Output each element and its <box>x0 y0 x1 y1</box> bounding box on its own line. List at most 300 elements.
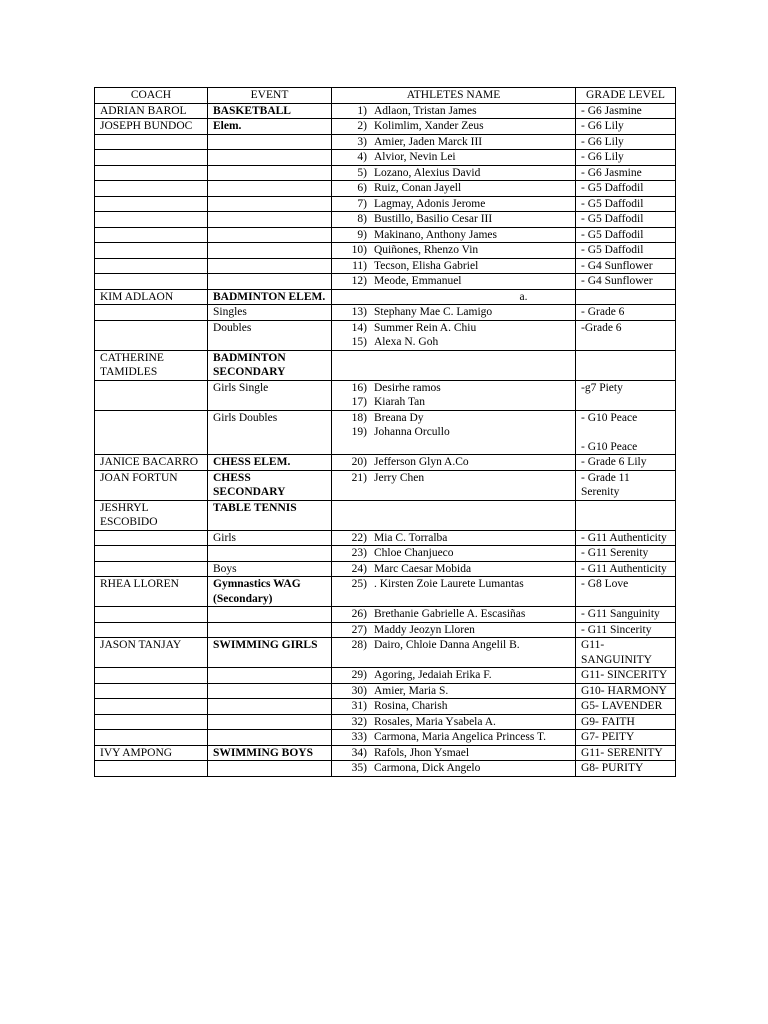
athlete-entry <box>337 259 570 274</box>
athlete-number: 27) <box>351 623 367 636</box>
table-row <box>95 103 676 119</box>
athlete-entry <box>337 761 570 776</box>
grade-level: - Grade 6 Lily <box>581 456 647 468</box>
athletes-cell <box>332 212 576 228</box>
grade-level: -g7 Piety <box>581 381 623 394</box>
athlete-number: 2) <box>357 120 367 132</box>
athletes-header: ATHLETES NAME <box>332 88 576 104</box>
event-cell: BADMINTON SECONDARY <box>208 350 332 380</box>
grade-cell <box>576 274 676 290</box>
grade-cell <box>576 668 676 684</box>
table-row <box>95 530 676 546</box>
event-cell <box>208 150 332 166</box>
table-row <box>95 196 676 212</box>
coach-cell: RHEA LLOREN <box>95 577 208 607</box>
athlete-name: . Kirsten Zoie Laurete Lumantas <box>374 578 524 590</box>
coach-cell <box>95 530 208 546</box>
athlete-name: Summer Rein A. Chiu <box>374 321 477 334</box>
table-row <box>95 289 676 305</box>
athlete-number: 20) <box>351 456 367 468</box>
athletes-cell <box>332 196 576 212</box>
event-cell <box>208 181 332 197</box>
athlete-number: 21) <box>351 471 367 484</box>
event-cell <box>208 546 332 562</box>
athletes-cell <box>332 699 576 715</box>
table-row <box>95 561 676 577</box>
grade-cell <box>576 380 676 410</box>
athlete-entry <box>337 381 570 396</box>
athlete-name: Alexa N. Goh <box>374 336 439 348</box>
table-body <box>95 103 676 776</box>
table-row <box>95 212 676 228</box>
event-cell: BASKETBALL <box>208 103 332 119</box>
athlete-name: Ruiz, Conan Jayell <box>374 182 462 194</box>
grade-cell <box>576 455 676 471</box>
athlete-entry <box>337 321 570 336</box>
athlete-entry <box>337 166 570 181</box>
event-cell: Girls <box>208 530 332 546</box>
athlete-number: 26) <box>351 608 367 620</box>
athlete-name: Kolimlim, Xander Zeus <box>374 120 484 132</box>
grade-cell <box>576 638 676 668</box>
athletes-cell <box>332 380 576 410</box>
table-row <box>95 577 676 607</box>
grade-level: -Grade 6 <box>581 321 622 334</box>
athlete-name: Rosales, Maria Ysabela A. <box>374 715 496 728</box>
grade-level: G11- SINCERITY <box>581 669 668 681</box>
roster-table <box>94 87 676 777</box>
grade-cell <box>576 305 676 321</box>
grade-cell <box>576 103 676 119</box>
athlete-name: Alvior, Nevin Lei <box>374 151 456 163</box>
coach-cell <box>95 410 208 455</box>
athlete-number: 19) <box>351 426 367 438</box>
grade-cell <box>576 410 676 455</box>
table-row <box>95 258 676 274</box>
table-row <box>95 668 676 684</box>
athletes-cell <box>332 227 576 243</box>
table-row <box>95 730 676 746</box>
athlete-number: 32) <box>351 715 367 728</box>
table-row <box>95 638 676 668</box>
athletes-cell <box>332 714 576 730</box>
athlete-entry <box>337 150 570 165</box>
athletes-cell <box>332 150 576 166</box>
athlete-name: Adlaon, Tristan James <box>374 104 477 117</box>
athlete-entry <box>337 471 570 486</box>
event-cell <box>208 761 332 777</box>
coach-cell: ADRIAN BAROL <box>95 103 208 119</box>
athlete-name: Johanna Orcullo <box>374 426 450 438</box>
athlete-number: 4) <box>357 151 367 163</box>
table-row <box>95 500 676 530</box>
athlete-entry <box>337 119 570 134</box>
grade-cell <box>576 350 676 380</box>
grade-level: - G8 Love <box>581 578 629 590</box>
grade-cell <box>576 119 676 135</box>
grade-level: G7- PEITY <box>581 731 635 743</box>
athlete-number: 11) <box>352 259 367 272</box>
athletes-cell <box>332 289 576 305</box>
coach-cell: JANICE BACARRO <box>95 455 208 471</box>
athletes-cell <box>332 320 576 350</box>
athlete-name: Jefferson Glyn A.Co <box>374 456 469 468</box>
grade-cell <box>576 289 676 305</box>
coach-cell <box>95 714 208 730</box>
grade-level: - G5 Daffodil <box>581 244 644 256</box>
table-row <box>95 699 676 715</box>
grade-cell <box>576 470 676 500</box>
athlete-number: 1) <box>357 104 367 117</box>
grade-cell <box>576 227 676 243</box>
athlete-number: 7) <box>357 197 367 210</box>
athlete-name: Maddy Jeozyn Lloren <box>374 623 475 636</box>
coach-cell <box>95 668 208 684</box>
coach-cell: JASON TANJAY <box>95 638 208 668</box>
athlete-entry <box>337 455 570 470</box>
athlete-entry <box>337 607 570 622</box>
athletes-cell <box>332 165 576 181</box>
event-cell <box>208 212 332 228</box>
coach-cell <box>95 305 208 321</box>
coach-cell <box>95 165 208 181</box>
coach-cell: KIM ADLAON <box>95 289 208 305</box>
athlete-name: Desirhe ramos <box>374 381 441 394</box>
athlete-number: 35) <box>351 762 367 774</box>
athlete-entry <box>337 730 570 745</box>
athlete-number: 18) <box>351 411 367 424</box>
athlete-name: Quiñones, Rhenzo Vin <box>374 244 479 256</box>
athletes-cell <box>332 119 576 135</box>
coach-cell: CATHERINE TAMIDLES <box>95 350 208 380</box>
event-cell <box>208 607 332 623</box>
grade-header: GRADE LEVEL <box>576 88 676 104</box>
coach-cell <box>95 699 208 715</box>
grade-cell <box>576 243 676 259</box>
coach-cell <box>95 761 208 777</box>
grade-level: - G11 Serenity <box>581 547 649 559</box>
athlete-name: Rafols, Jhon Ysmael <box>374 746 470 759</box>
table-row <box>95 119 676 135</box>
grade-level: - G6 Jasmine <box>581 104 642 117</box>
table-row <box>95 320 676 350</box>
athlete-number: 10) <box>351 244 367 256</box>
athletes-cell <box>332 607 576 623</box>
athletes-cell <box>332 470 576 500</box>
event-cell <box>208 668 332 684</box>
athlete-entry <box>337 395 570 410</box>
athlete-name: Mia C. Torralba <box>374 531 448 544</box>
grade-cell <box>576 500 676 530</box>
table-row <box>95 243 676 259</box>
athlete-name: Agoring, Jedaiah Erika F. <box>374 669 492 681</box>
athlete-number: 17) <box>351 396 367 408</box>
event-cell <box>208 699 332 715</box>
grade-cell <box>576 165 676 181</box>
grade-level: G11- SERENITY <box>581 746 663 759</box>
athlete-number: 15) <box>351 336 367 348</box>
coach-cell <box>95 274 208 290</box>
athletes-cell <box>332 500 576 530</box>
event-cell <box>208 134 332 150</box>
event-cell <box>208 243 332 259</box>
athlete-entry <box>337 638 570 653</box>
athlete-name: Meode, Emmanuel <box>374 275 462 287</box>
athlete-entry <box>337 243 570 258</box>
coach-cell <box>95 258 208 274</box>
athletes-cell <box>332 622 576 638</box>
athlete-entry <box>337 135 570 150</box>
grade-cell <box>576 530 676 546</box>
grade-level: - G6 Lily <box>581 151 624 163</box>
athlete-number: 3) <box>357 135 367 148</box>
grade-level: - G5 Daffodil <box>581 228 644 241</box>
coach-cell <box>95 134 208 150</box>
athlete-entry <box>337 699 570 714</box>
table-row <box>95 380 676 410</box>
table-row <box>95 455 676 471</box>
grade-cell <box>576 196 676 212</box>
list-marker: a. <box>519 290 528 303</box>
athlete-entry <box>337 197 570 212</box>
coach-cell: JOSEPH BUNDOC <box>95 119 208 135</box>
coach-cell <box>95 320 208 350</box>
athlete-entry <box>337 274 570 289</box>
event-cell <box>208 622 332 638</box>
grade-cell <box>576 730 676 746</box>
table-row <box>95 546 676 562</box>
athletes-cell <box>332 668 576 684</box>
athlete-entry <box>337 228 570 243</box>
table-row <box>95 134 676 150</box>
athlete-name: Amier, Maria S. <box>374 684 449 697</box>
grade-level: G10- HARMONY <box>581 684 667 697</box>
athlete-name: Dairo, Chloie Danna Angelil B. <box>374 639 520 651</box>
athlete-name: Rosina, Charish <box>374 700 448 712</box>
athlete-entry <box>337 104 570 119</box>
athlete-name: Kiarah Tan <box>374 396 426 408</box>
athlete-name: Lagmay, Adonis Jerome <box>374 197 486 210</box>
table-row <box>95 150 676 166</box>
athlete-number: 33) <box>351 731 367 743</box>
event-cell: CHESS SECONDARY <box>208 470 332 500</box>
coach-cell <box>95 150 208 166</box>
athletes-cell <box>332 730 576 746</box>
table-row <box>95 622 676 638</box>
table-row <box>95 683 676 699</box>
table-row <box>95 470 676 500</box>
athlete-number: 12) <box>351 275 367 287</box>
athletes-cell <box>332 134 576 150</box>
athlete-number: 31) <box>351 700 367 712</box>
event-cell: Gymnastics WAG (Secondary) <box>208 577 332 607</box>
coach-cell: JESHRYL ESCOBIDO <box>95 500 208 530</box>
athlete-name: Carmona, Dick Angelo <box>374 762 481 774</box>
athlete-number: 22) <box>351 531 367 544</box>
table-row <box>95 274 676 290</box>
coach-header: COACH <box>95 88 208 104</box>
event-cell: Doubles <box>208 320 332 350</box>
grade-cell <box>576 320 676 350</box>
event-cell <box>208 258 332 274</box>
coach-cell <box>95 243 208 259</box>
coach-cell <box>95 561 208 577</box>
grade-level: - G11 Sincerity <box>581 623 652 636</box>
grade-cell <box>576 150 676 166</box>
athlete-number: 29) <box>351 669 367 681</box>
athlete-number: 25) <box>351 578 367 590</box>
athlete-entry <box>337 305 570 320</box>
coach-cell <box>95 622 208 638</box>
athletes-cell <box>332 761 576 777</box>
athlete-entry <box>337 425 570 440</box>
athlete-name: Carmona, Maria Angelica Princess T. <box>374 731 547 743</box>
coach-cell <box>95 546 208 562</box>
grade-level: - G5 Daffodil <box>581 182 644 194</box>
event-cell: CHESS ELEM. <box>208 455 332 471</box>
event-cell <box>208 730 332 746</box>
event-cell: SWIMMING GIRLS <box>208 638 332 668</box>
grade-level: - G6 Lily <box>581 120 624 132</box>
grade-cell <box>576 622 676 638</box>
athlete-number: 34) <box>351 746 367 759</box>
athlete-name: Amier, Jaden Marck III <box>374 135 483 148</box>
coach-cell <box>95 196 208 212</box>
table-row <box>95 761 676 777</box>
grade-cell <box>576 181 676 197</box>
grade-cell <box>576 683 676 699</box>
table-row <box>95 227 676 243</box>
grade-cell <box>576 212 676 228</box>
athletes-cell <box>332 530 576 546</box>
event-cell: BADMINTON ELEM. <box>208 289 332 305</box>
grade-cell <box>576 607 676 623</box>
grade-level: G8- PURITY <box>581 762 644 774</box>
coach-cell <box>95 607 208 623</box>
athlete-name: Lozano, Alexius David <box>374 166 481 179</box>
athlete-number: 28) <box>351 639 367 651</box>
grade-cell <box>576 577 676 607</box>
coach-cell <box>95 730 208 746</box>
grade-level: - G6 Jasmine <box>581 166 642 179</box>
grade-cell <box>576 714 676 730</box>
coach-cell: IVY AMPONG <box>95 745 208 761</box>
athlete-entry <box>337 411 570 426</box>
table-row <box>95 714 676 730</box>
event-cell <box>208 714 332 730</box>
grade-level: - G6 Lily <box>581 135 624 148</box>
athlete-name: Chloe Chanjueco <box>374 547 454 559</box>
grade-cell <box>576 134 676 150</box>
athlete-entry <box>337 181 570 196</box>
athletes-cell <box>332 181 576 197</box>
athlete-name: Jerry Chen <box>374 471 425 484</box>
grade-cell <box>576 561 676 577</box>
athlete-entry <box>337 546 570 561</box>
grade-level: - G4 Sunflower <box>581 275 653 287</box>
athletes-cell <box>332 546 576 562</box>
grade-cell <box>576 745 676 761</box>
grade-cell <box>576 258 676 274</box>
athletes-cell <box>332 258 576 274</box>
event-cell <box>208 227 332 243</box>
athlete-name: Bustillo, Basilio Cesar III <box>374 213 493 225</box>
athlete-name: Brethanie Gabrielle A. Escasiñas <box>374 608 526 620</box>
athletes-cell <box>332 638 576 668</box>
athletes-cell <box>332 103 576 119</box>
event-header: EVENT <box>208 88 332 104</box>
event-cell: TABLE TENNIS <box>208 500 332 530</box>
coach-cell <box>95 181 208 197</box>
event-cell: Boys <box>208 561 332 577</box>
athlete-number: 14) <box>351 321 367 334</box>
athletes-cell <box>332 561 576 577</box>
event-cell: Girls Doubles <box>208 410 332 455</box>
header-row <box>95 88 676 104</box>
athlete-number: 5) <box>357 166 367 179</box>
grade-level: - G5 Daffodil <box>581 197 644 210</box>
event-cell <box>208 274 332 290</box>
athletes-cell <box>332 410 576 455</box>
grade-level: - G10 Peace <box>581 440 638 453</box>
grade-level: - G11 Authenticity <box>581 531 667 544</box>
event-cell: Singles <box>208 305 332 321</box>
athletes-cell <box>332 305 576 321</box>
athlete-number: 13) <box>351 306 367 318</box>
table-row <box>95 305 676 321</box>
athletes-cell <box>332 745 576 761</box>
grade-level: G5- LAVENDER <box>581 700 663 712</box>
athlete-number: 9) <box>357 228 367 241</box>
grade-level: - Grade 6 <box>581 306 625 318</box>
event-cell <box>208 196 332 212</box>
athletes-cell <box>332 350 576 380</box>
grade-cell <box>576 699 676 715</box>
grade-level: G11- SANGUINITY <box>581 639 652 666</box>
athlete-entry <box>337 623 570 638</box>
athlete-number: 16) <box>351 381 367 394</box>
coach-cell <box>95 212 208 228</box>
athletes-cell <box>332 274 576 290</box>
table-row <box>95 181 676 197</box>
athlete-name: Stephany Mae C. Lamigo <box>374 306 493 318</box>
athlete-entry <box>337 212 570 227</box>
table-row <box>95 350 676 380</box>
table-row <box>95 165 676 181</box>
event-cell: Girls Single <box>208 380 332 410</box>
athlete-number: 24) <box>351 562 367 575</box>
athlete-number: 30) <box>351 684 367 697</box>
grade-level: - G11 Sanguinity <box>581 608 660 620</box>
grade-cell <box>576 546 676 562</box>
grade-level: - G4 Sunflower <box>581 259 653 272</box>
athlete-entry <box>337 684 570 699</box>
athletes-cell <box>332 683 576 699</box>
coach-cell <box>95 227 208 243</box>
athlete-entry <box>337 746 570 761</box>
coach-cell <box>95 380 208 410</box>
athlete-entry <box>337 668 570 683</box>
grade-cell <box>576 761 676 777</box>
grade-level: G9- FAITH <box>581 715 635 728</box>
event-cell: Elem. <box>208 119 332 135</box>
athlete-name: Breana Dy <box>374 411 424 424</box>
grade-level: - Grade 11 Serenity <box>581 471 630 498</box>
event-cell <box>208 683 332 699</box>
athlete-entry <box>337 715 570 730</box>
coach-cell <box>95 683 208 699</box>
athlete-number: 6) <box>357 182 367 194</box>
